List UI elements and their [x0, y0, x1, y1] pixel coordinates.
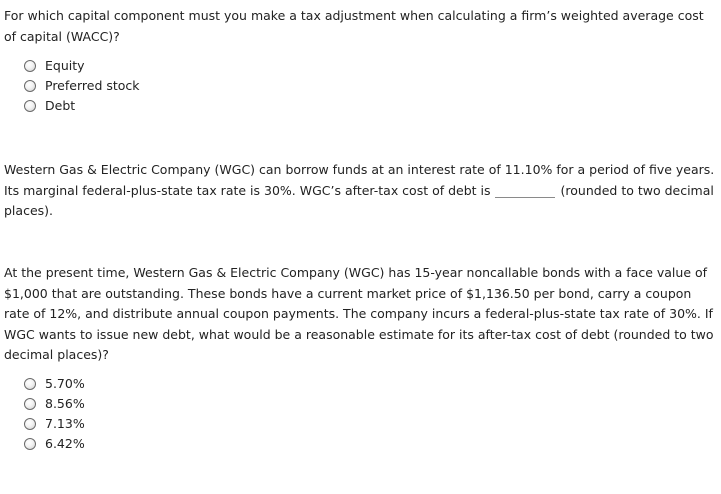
question-2-text-after: (rounded to two decimal places). [4, 182, 714, 218]
q3-option-4[interactable] [24, 434, 85, 454]
question-1-text: For which capital component must you make a tax adjustment when calculating a firm’s weighted average cost of capital (WACC)? [4, 8, 704, 44]
radio-button-icon[interactable] [24, 378, 36, 390]
question-2-text [4, 160, 718, 222]
question-3-text: At the present time, Western Gas & Electric Company (WGC) has 15-year noncallable bonds with a face value of $1,000 that are outstanding. These bonds have a current market price of $1,136.50 per bond, carry a coupon rate of 12%, and distribute annual coupon payments. The company incurs a federal-plus-state tax rate of 30%. If WGC wants to issue new debt, what would be a reasonable estimate for its after-tax cost of debt (rounded to two decimal places)? [4, 265, 714, 362]
radio-button-icon[interactable] [24, 100, 36, 112]
option-label: Preferred stock [45, 78, 140, 93]
radio-button-icon[interactable] [24, 80, 36, 92]
radio-button-icon[interactable] [24, 438, 36, 450]
question-3-options [24, 374, 85, 454]
question-1-options [24, 56, 140, 116]
after-tax-cost-of-debt-input[interactable] [495, 183, 555, 198]
option-label: 7.13% [45, 416, 85, 431]
question-2-text-before: Western Gas & Electric Company (WGC) can borrow funds at an interest rate of 11.10% for a period of five years. Its marginal federal-plus-state tax rate is 30%. WGC’s after-tax cost of debt is [4, 162, 715, 198]
option-label: 8.56% [45, 396, 85, 411]
radio-button-icon[interactable] [24, 418, 36, 430]
q3-option-3[interactable] [24, 414, 85, 434]
q1-option-equity[interactable] [24, 56, 140, 76]
option-label: 5.70% [45, 376, 85, 391]
radio-button-icon[interactable] [24, 398, 36, 410]
q3-option-2[interactable] [24, 394, 85, 414]
option-label: 6.42% [45, 436, 85, 451]
q1-option-debt[interactable] [24, 96, 140, 116]
q1-option-preferred-stock[interactable] [24, 76, 140, 96]
option-label: Equity [45, 58, 85, 73]
radio-button-icon[interactable] [24, 60, 36, 72]
q3-option-1[interactable] [24, 374, 85, 394]
option-label: Debt [45, 98, 76, 113]
